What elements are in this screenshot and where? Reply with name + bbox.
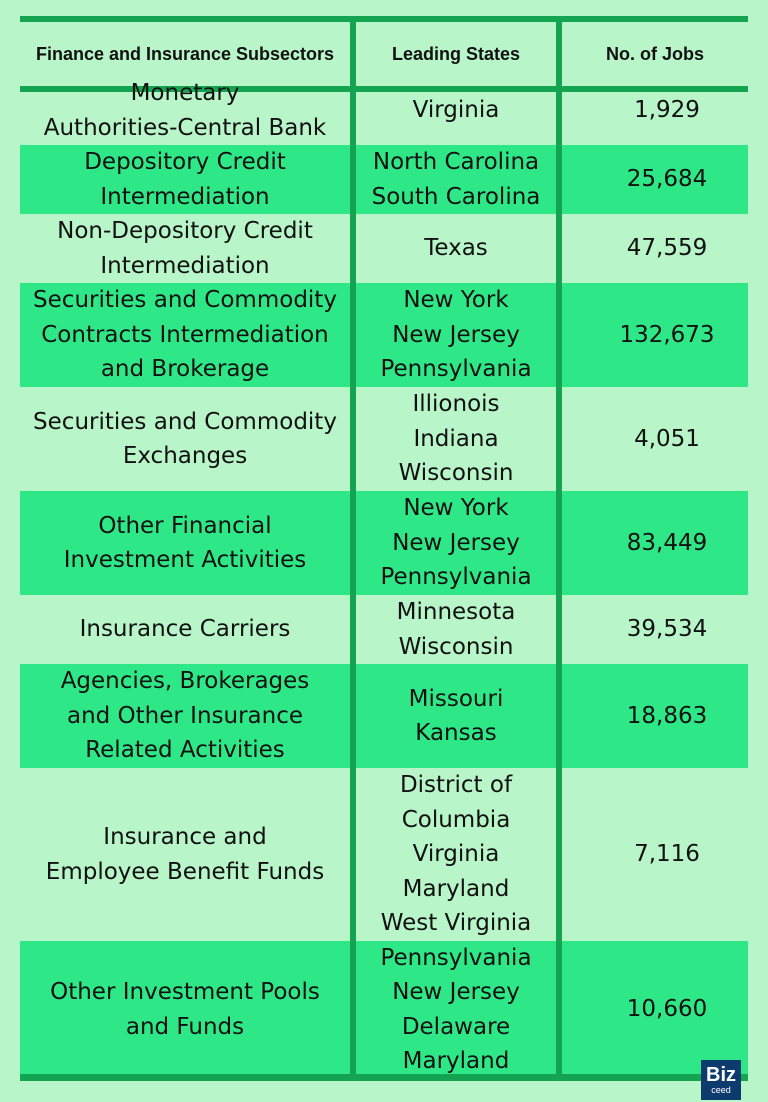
subsector-cell-line: Investment Activities: [63, 547, 307, 573]
table-row: [20, 664, 748, 768]
states-cell-line: North Carolina: [372, 149, 540, 175]
subsector-cell-line: Intermediation: [100, 183, 270, 210]
states-cell-line: Kansas: [415, 720, 497, 746]
subsector-cell: [20, 214, 350, 283]
subsector-cell: [20, 387, 350, 491]
header-states: Leading States: [391, 43, 521, 64]
states-cell-line: Pennsylvania: [380, 356, 532, 383]
table-row: [20, 214, 748, 283]
states-cell: [356, 768, 556, 941]
states-cell-line: Texas: [424, 235, 488, 262]
jobs-cell: 1,929: [634, 97, 700, 124]
states-cell-line: Illionois: [412, 391, 500, 418]
subsector-cell-line: and Funds: [125, 1013, 245, 1040]
states-cell-line: Wisconsin: [398, 633, 514, 660]
header-subsectors: Finance and Insurance Subsectors: [35, 43, 335, 64]
subsector-cell-line: Other Investment Pools: [50, 979, 320, 1005]
bottom-rule: [20, 1074, 748, 1081]
bizceed-logo: [701, 1060, 741, 1100]
logo-ceed: ceed: [711, 1085, 731, 1095]
subsector-cell: [20, 768, 350, 941]
states-cell-line: South Carolina: [371, 183, 541, 210]
subsector-cell-line: and Brokerage: [100, 356, 270, 383]
states-cell: [356, 283, 556, 387]
states-cell-line: New Jersey: [392, 321, 520, 348]
subsector-cell-line: Insurance and: [103, 824, 267, 850]
subsector-cell: [20, 491, 350, 595]
states-cell-line: New Jersey: [392, 979, 520, 1005]
states-cell-line: Minnesota: [396, 599, 516, 625]
subsector-cell-line: Employee Benefit Funds: [45, 858, 325, 885]
logo-biz: Biz: [706, 1064, 736, 1086]
subsector-cell: [20, 76, 350, 145]
jobs-cell: 83,449: [626, 529, 708, 556]
states-cell-line: Wisconsin: [398, 460, 514, 487]
table-row: [20, 491, 748, 595]
subsector-cell: [20, 283, 350, 387]
table-row: [20, 768, 748, 941]
states-cell-line: New Jersey: [392, 529, 520, 556]
jobs-cell: 7,116: [634, 841, 700, 868]
jobs-cell: 18,863: [626, 702, 708, 729]
states-cell-line: Missouri: [408, 685, 504, 712]
table-row: [20, 387, 748, 491]
states-cell: [356, 941, 556, 1078]
jobs-cell: 47,559: [626, 235, 708, 262]
states-cell-line: Columbia: [401, 806, 511, 833]
subsector-cell-line: Other Financial: [98, 512, 272, 539]
subsector-cell-line: Related Activities: [85, 737, 285, 764]
states-cell: [356, 76, 556, 145]
table-row: [20, 595, 748, 664]
subsector-cell-line: Intermediation: [100, 252, 270, 279]
states-cell: [356, 491, 556, 595]
subsector-cell-line: Contracts Intermediation: [41, 321, 329, 348]
states-cell-line: Delaware: [401, 1013, 511, 1040]
states-cell-line: West Virginia: [380, 910, 532, 937]
states-cell-line: New York: [403, 287, 509, 314]
states-cell-line: Indiana: [413, 425, 499, 452]
states-cell-line: Pennsylvania: [380, 564, 532, 591]
states-cell-line: District of: [399, 772, 513, 799]
table-row: [20, 76, 748, 145]
subsector-cell-line: Authorities-Central Bank: [43, 114, 327, 141]
subsector-cell-line: Depository Credit: [84, 149, 286, 175]
table-row: [20, 145, 748, 214]
states-cell-line: Virginia: [412, 97, 500, 124]
states-cell-line: Maryland: [402, 875, 510, 902]
jobs-cell: 10,660: [626, 996, 708, 1023]
jobs-cell: 39,534: [626, 616, 708, 643]
subsector-cell-line: Securities and Commodity: [33, 287, 337, 314]
states-cell: [356, 595, 556, 664]
states-cell: [356, 214, 556, 283]
states-cell-line: Pennsylvania: [380, 944, 532, 971]
subsector-cell-line: and Other Insurance: [66, 702, 304, 729]
subsector-cell-line: Insurance Carriers: [79, 616, 291, 643]
states-cell-line: New York: [403, 495, 509, 522]
jobs-cell: 132,673: [619, 321, 715, 348]
states-cell-line: Virginia: [412, 841, 500, 868]
subsector-cell-line: Monetary: [130, 80, 240, 106]
states-cell-line: Maryland: [402, 1048, 510, 1074]
header-jobs: No. of Jobs: [606, 43, 704, 64]
column-divider-2: [556, 22, 562, 1076]
states-cell: [356, 387, 556, 491]
subsector-cell-line: Non-Depository Credit: [57, 218, 313, 244]
column-divider-1: [350, 22, 356, 1076]
subsector-cell-line: Exchanges: [122, 443, 248, 469]
states-cell: [356, 664, 556, 768]
subsector-cell: [20, 664, 350, 768]
states-cell: [356, 145, 556, 214]
subsector-cell: [20, 941, 350, 1078]
subsector-cell-line: Securities and Commodity: [33, 408, 337, 435]
subsector-cell-line: Agencies, Brokerages: [60, 668, 310, 695]
table-row: [20, 941, 748, 1078]
table-row: [20, 283, 748, 387]
subsector-cell: [20, 595, 350, 664]
subsector-cell: [20, 145, 350, 214]
jobs-cell: 25,684: [626, 166, 708, 193]
jobs-cell: 4,051: [634, 425, 700, 452]
